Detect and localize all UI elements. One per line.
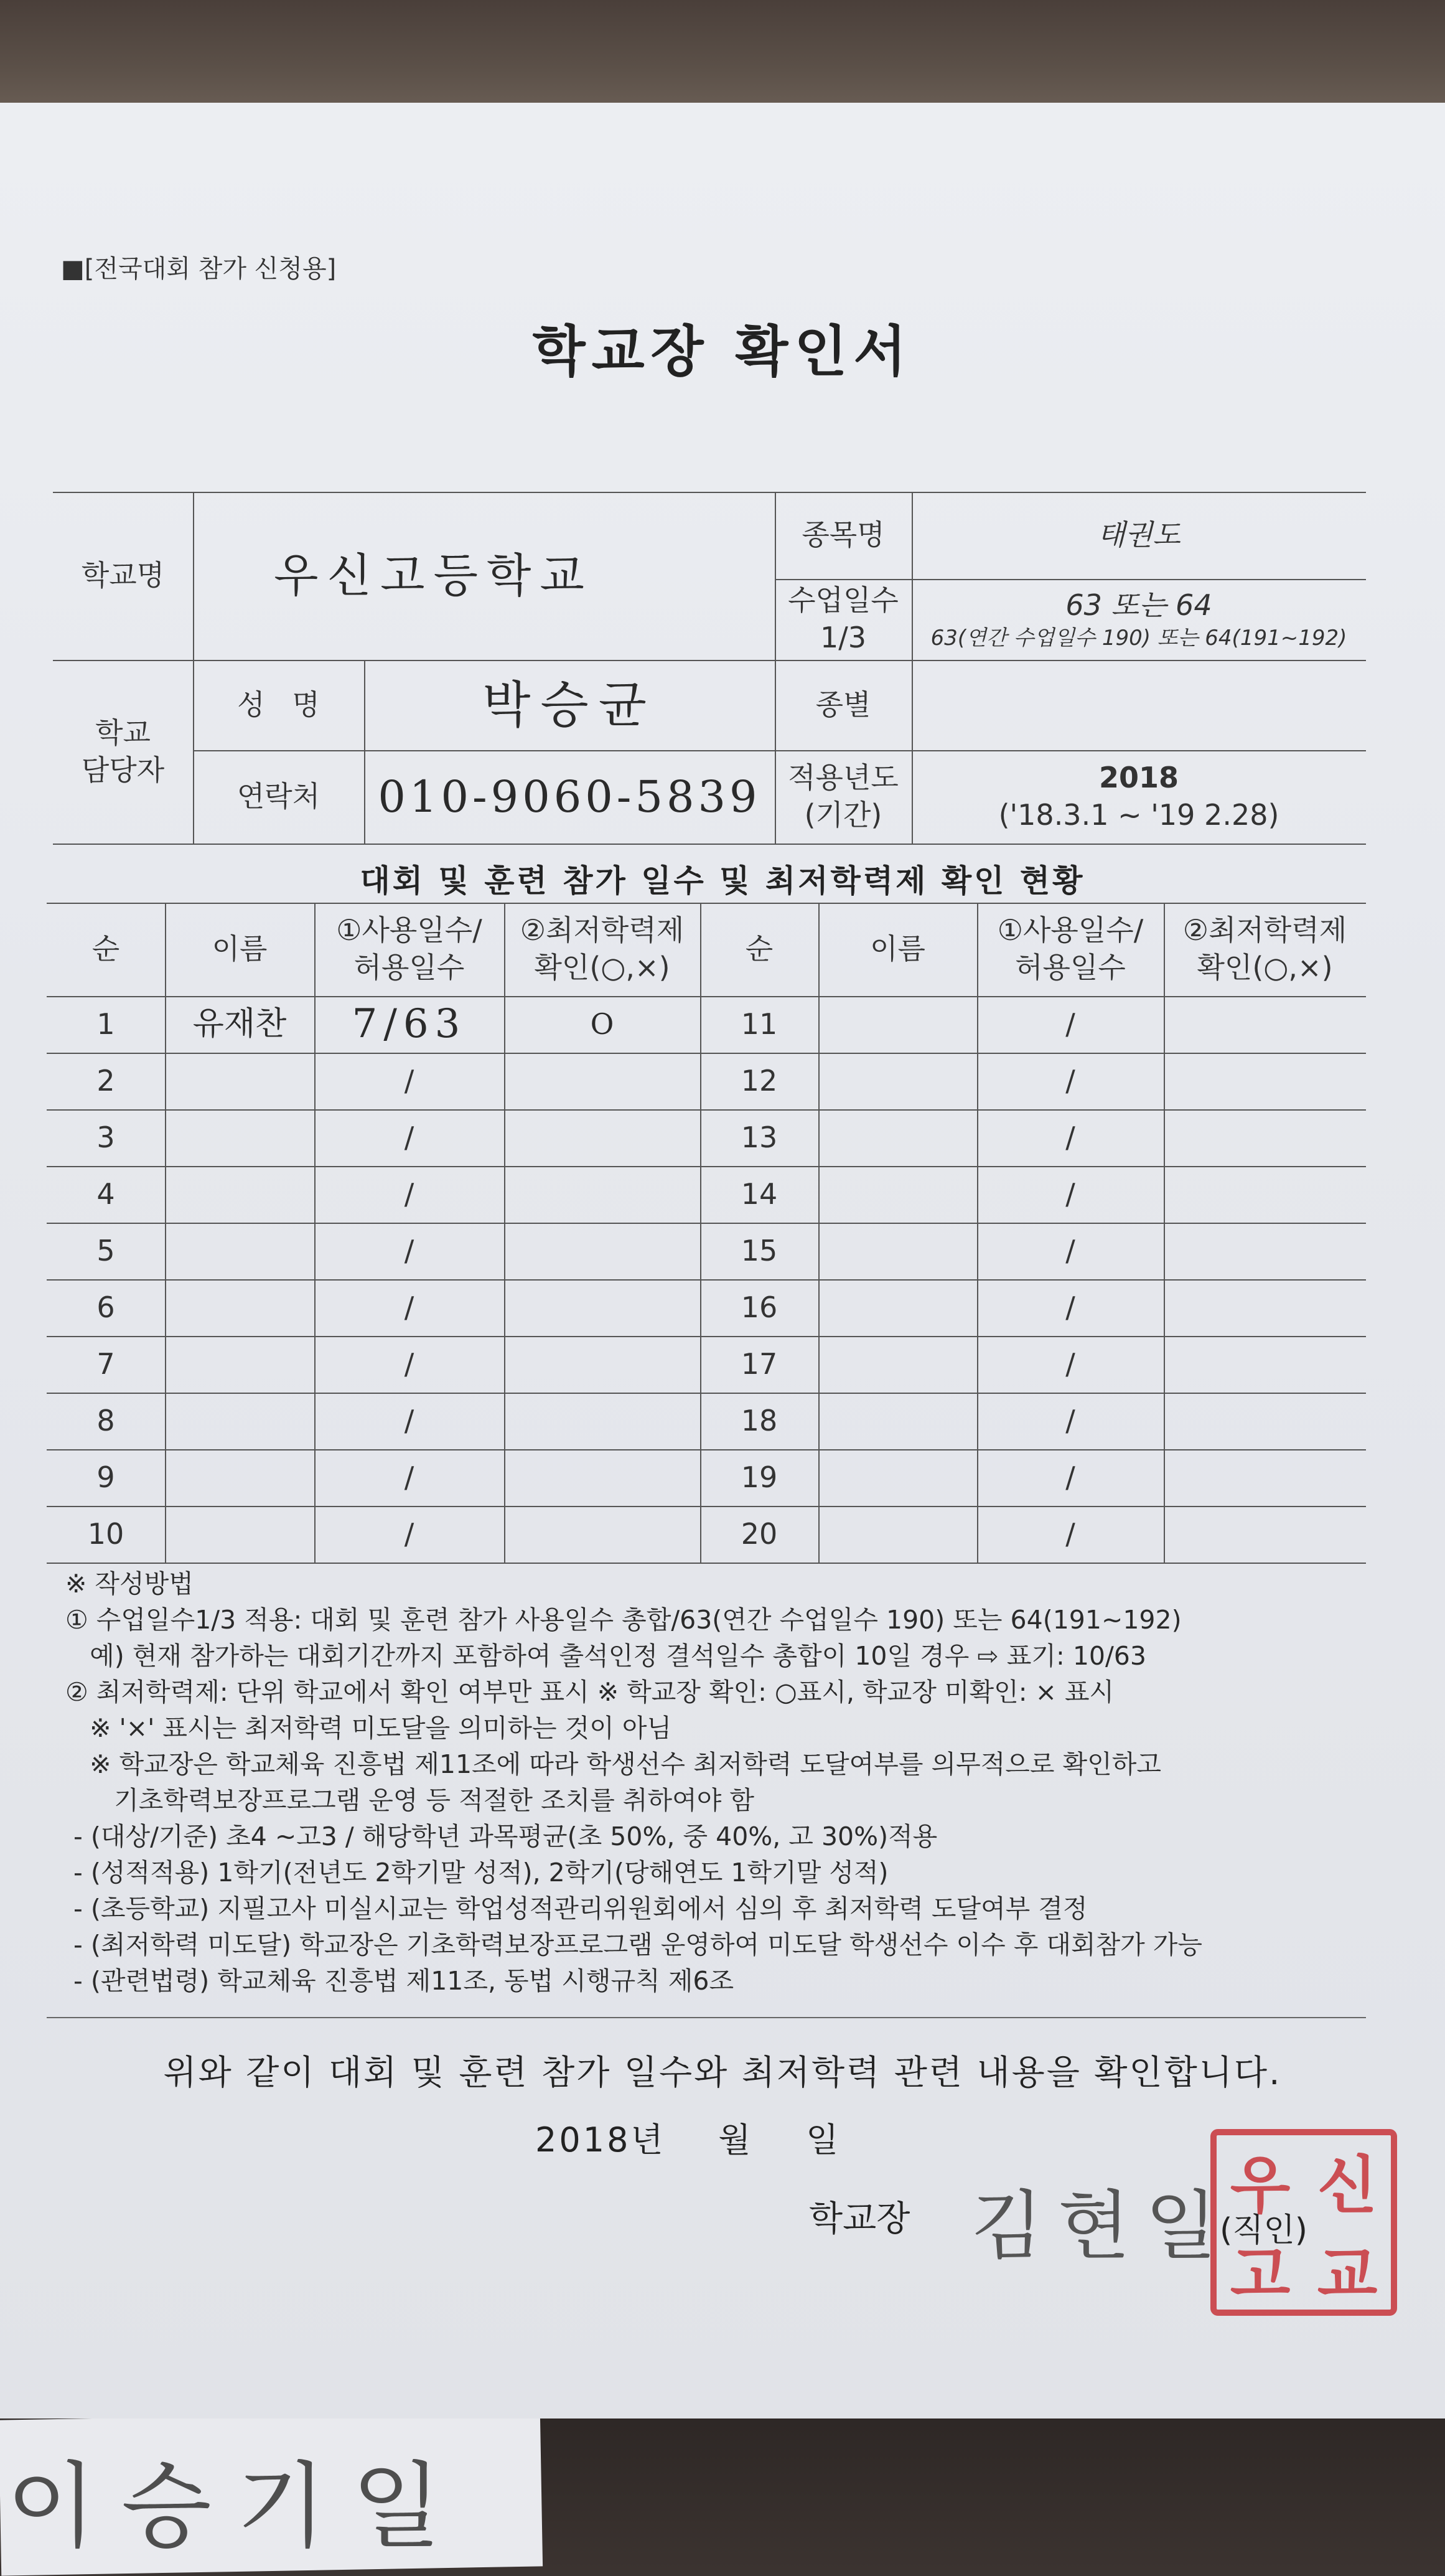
- note-line: - (관련법령) 학교체육 진흥법 제11조, 동법 시행규칙 제6조: [65, 1966, 734, 1996]
- seal-char-2: 신: [1317, 2148, 1378, 2222]
- note-line: - (성적적용) 1학기(전년도 2학기말 성적), 2학기(당해연도 1학기말 성적): [65, 1858, 889, 1887]
- header-days-right-line1: ①사용일수/: [997, 913, 1144, 947]
- days-value-line2: 63(연간 수업일수 190) 또는 64(191~192): [930, 625, 1347, 651]
- cell-check: [504, 1336, 700, 1393]
- seal-char-3: 고: [1230, 2238, 1291, 2311]
- contact-label-line1: 학교: [95, 715, 151, 750]
- background-top: [0, 0, 1445, 112]
- cell-check: [1164, 1336, 1366, 1393]
- days-label-line1: 수업일수: [788, 583, 899, 618]
- form-tag: ■[전국대회 참가 신청용]: [61, 255, 337, 283]
- cell-days: /: [1065, 1233, 1075, 1267]
- cell-check: [504, 1223, 700, 1279]
- name-value: 박승균: [482, 675, 657, 734]
- cell-no: 20: [741, 1516, 778, 1551]
- phone-label: 연락처: [236, 779, 320, 814]
- cell-no: 13: [741, 1120, 778, 1154]
- notes-block: [65, 1566, 1397, 1999]
- cell-days: /: [404, 1177, 414, 1211]
- cell-no: 8: [96, 1403, 115, 1437]
- event-value: [912, 660, 1366, 750]
- note-line: 기초학력보장프로그램 운영 등 적절한 조치를 취하여야 함: [65, 1785, 754, 1815]
- cell-check: [1164, 996, 1366, 1053]
- cell-name: [818, 1336, 977, 1393]
- cell-no: 12: [741, 1063, 778, 1098]
- year-label-line2: (기간): [804, 798, 882, 832]
- cell-name: [165, 1449, 314, 1506]
- header-check-right-line1: ②최저학력제: [1182, 913, 1347, 947]
- header-name-right: 이름: [870, 932, 925, 966]
- school-label: 학교명: [81, 558, 165, 593]
- cell-check: [504, 1449, 700, 1506]
- header-check-left-line1: ②최저학력제: [520, 913, 685, 947]
- header-check-right-line2: 확인(○,×): [1197, 951, 1333, 984]
- cell-no: 19: [741, 1460, 778, 1494]
- year-value: [912, 750, 1366, 844]
- cell-days: /: [1065, 1120, 1075, 1154]
- cell-days: /: [404, 1120, 414, 1154]
- cell-days: /: [404, 1516, 414, 1551]
- cell-no: 14: [741, 1177, 778, 1211]
- cell-check: [504, 1109, 700, 1166]
- cell-no: 16: [741, 1290, 778, 1324]
- header-check-left: [504, 903, 700, 996]
- cell-days: /: [1065, 1007, 1075, 1041]
- cell-days: /: [404, 1063, 414, 1098]
- cell-name: [818, 1223, 977, 1279]
- cell-name: [818, 996, 977, 1053]
- cell-days: /: [404, 1290, 414, 1324]
- seal-char-4: 교: [1317, 2238, 1378, 2311]
- header-days-left-line2: 허용일수: [353, 951, 465, 984]
- header-days-right-line2: 허용일수: [1015, 951, 1126, 984]
- cell-name: [818, 1166, 977, 1223]
- cell-no: 9: [96, 1460, 115, 1494]
- confirm-text: 위와 같이 대회 및 훈련 참가 일수와 최저학력 관련 내용을 확인합니다.: [163, 2052, 1282, 2092]
- days-value: [912, 579, 1366, 660]
- cell-check: [504, 1506, 700, 1563]
- note-line: ② 최저학력제: 단위 학교에서 확인 여부만 표시 ※ 학교장 확인: ○표시, 학교장 미확인: × 표시: [65, 1677, 1115, 1707]
- cell-days: 7/63: [352, 1000, 467, 1047]
- cell-days: /: [404, 1233, 414, 1267]
- note-line: ※ 작성방법: [65, 1569, 194, 1599]
- header-no-right: 순: [745, 932, 774, 966]
- year-label-line1: 적용년도: [788, 761, 899, 795]
- cell-no: 15: [741, 1233, 778, 1267]
- cell-check: [1164, 1109, 1366, 1166]
- header-days-left-line1: ①사용일수/: [336, 913, 482, 947]
- cell-days: /: [1065, 1516, 1075, 1551]
- cell-check: [504, 1053, 700, 1109]
- cell-check: [1164, 1279, 1366, 1336]
- cell-no: 6: [96, 1290, 115, 1324]
- cell-name: [165, 1506, 314, 1563]
- cell-days: /: [1065, 1063, 1075, 1098]
- cell-no: 10: [87, 1516, 124, 1551]
- page-title: 학교장 확인서: [532, 319, 913, 383]
- year-value-line1: 2018: [1098, 761, 1179, 795]
- note-line: ① 수업일수1/3 적용: 대회 및 훈련 참가 사용일수 총합/63(연간 수업일수 190) 또는 64(191~192): [65, 1605, 1182, 1635]
- header-check-left-line2: 확인(○,×): [534, 951, 670, 984]
- date-text: 2018년 월 일: [535, 2120, 841, 2160]
- header-days-right: [977, 903, 1164, 996]
- cell-days: /: [1065, 1403, 1075, 1437]
- principal-label: 학교장: [809, 2199, 910, 2239]
- header-check-right: [1164, 903, 1366, 996]
- phone-value: 010-9060-5839: [378, 771, 761, 822]
- cell-days: /: [404, 1403, 414, 1437]
- section-title: 대회 및 훈련 참가 일수 및 최저학력제 확인 현황: [360, 863, 1085, 899]
- cell-no: 1: [96, 1007, 115, 1041]
- note-line: ※ 학교장은 학교체육 진흥법 제11조에 따라 학생선수 최저학력 도달여부를 의무적으로 확인하고: [65, 1749, 1161, 1779]
- sport-label: 종목명: [802, 518, 885, 552]
- cell-no: 7: [96, 1347, 115, 1381]
- cell-check: [1164, 1393, 1366, 1449]
- cell-no: 3: [96, 1120, 115, 1154]
- cell-days: /: [1065, 1177, 1075, 1211]
- cell-check: [1164, 1506, 1366, 1563]
- scrap-handwriting: 이승기일: [6, 2453, 467, 2561]
- cell-name: [818, 1053, 977, 1109]
- cell-name: [165, 1393, 314, 1449]
- cell-days: /: [404, 1347, 414, 1381]
- cell-name: 유재찬: [192, 1005, 287, 1043]
- cell-days: /: [1065, 1347, 1075, 1381]
- cell-check: O: [590, 1007, 614, 1041]
- cell-days: /: [1065, 1460, 1075, 1494]
- note-line: 예) 현재 참가하는 대회기간까지 포함하여 출석인정 결석일수 총합이 10일 경우 ⇨ 표기: 10/63: [65, 1641, 1146, 1671]
- note-line: - (초등학교) 지필고사 미실시교는 학업성적관리위원회에서 심의 후 최저학력 도달여부 결정: [65, 1894, 1088, 1924]
- contact-label-line2: 담당자: [81, 753, 165, 787]
- header-days-left: [314, 903, 504, 996]
- year-value-line2: ('18.3.1 ~ '19 2.28): [998, 798, 1279, 832]
- cell-name: [818, 1109, 977, 1166]
- cell-name: [818, 1506, 977, 1563]
- cell-no: 17: [741, 1347, 778, 1381]
- note-line: - (최저학력 미도달) 학교장은 기초학력보장프로그램 운영하여 미도달 학생선수 이수 후 대회참가 가능: [65, 1930, 1203, 1960]
- header-name-left: 이름: [212, 932, 268, 966]
- days-value-line1: 63 또는 64: [1065, 588, 1212, 622]
- school-value: 우신고등학교: [274, 548, 593, 603]
- cell-check: [1164, 1449, 1366, 1506]
- cell-no: 4: [96, 1177, 115, 1211]
- cell-check: [504, 1166, 700, 1223]
- sport-value: 태권도: [1097, 518, 1181, 552]
- contact-label: [53, 660, 193, 844]
- cell-name: [165, 1166, 314, 1223]
- cell-name: [818, 1449, 977, 1506]
- cell-name: [165, 1109, 314, 1166]
- cell-check: [504, 1279, 700, 1336]
- days-label: [775, 579, 912, 660]
- cell-no: 2: [96, 1063, 115, 1098]
- cell-name: [818, 1279, 977, 1336]
- cell-name: [818, 1393, 977, 1449]
- principal-signature: 김현일: [971, 2183, 1232, 2270]
- note-line: - (대상/기준) 초4 ~고3 / 해당학년 과목평균(초 50%, 중 40%, 고 30%)적용: [65, 1822, 938, 1851]
- cell-days: /: [1065, 1290, 1075, 1324]
- seal-label: (직인): [1220, 2212, 1308, 2249]
- note-line: ※ '×' 표시는 최저학력 미도달을 의미하는 것이 아님: [65, 1713, 672, 1743]
- cell-name: [165, 1223, 314, 1279]
- cell-days: /: [404, 1460, 414, 1494]
- header-no-left: 순: [91, 932, 120, 966]
- cell-name: [165, 1053, 314, 1109]
- cell-name: [165, 1279, 314, 1336]
- cell-no: 18: [741, 1403, 778, 1437]
- seal-char-1: 우: [1230, 2148, 1291, 2222]
- days-label-line2: 1/3: [820, 621, 867, 654]
- cell-check: [1164, 1223, 1366, 1279]
- cell-check: [504, 1393, 700, 1449]
- name-label: 성 명: [237, 687, 320, 722]
- cell-check: [1164, 1053, 1366, 1109]
- event-label: 종별: [815, 687, 871, 722]
- cell-check: [1164, 1166, 1366, 1223]
- cell-no: 5: [96, 1233, 115, 1267]
- cell-no: 11: [741, 1007, 778, 1041]
- year-label: [775, 750, 912, 844]
- cell-name: [165, 1336, 314, 1393]
